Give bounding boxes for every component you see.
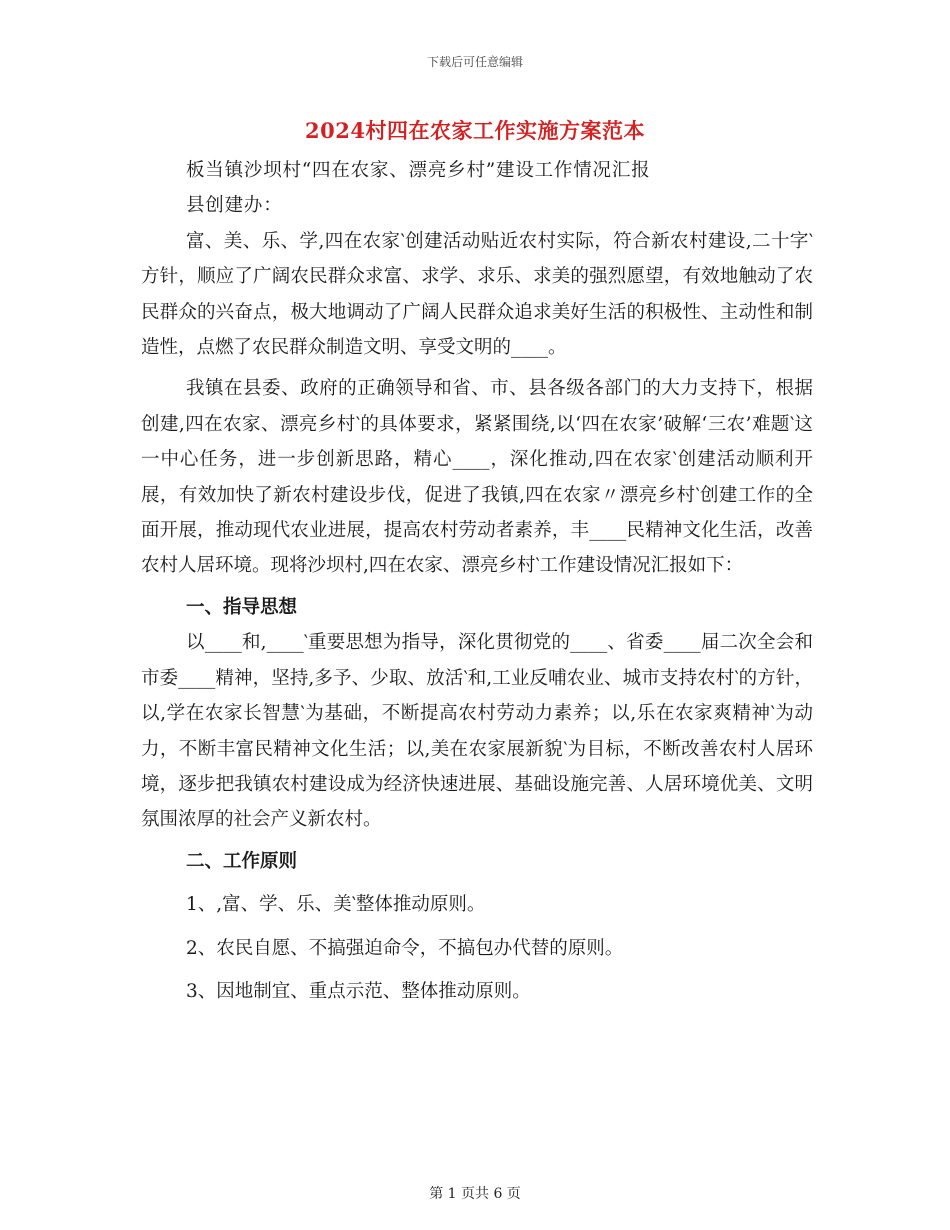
section-heading-guiding-thought: 一、指导思想 (186, 596, 298, 618)
page-header: 下载后可任意编辑 (426, 55, 523, 69)
principle-item: 3、因地制宜、重点示范、整体推动原则。 (186, 980, 531, 1002)
section-heading-work-principles: 二、工作原则 (186, 850, 298, 872)
paragraph-1: 富、美、乐、学,四在农家‵创建活动贴近农村实际，符合新农村建设,二十字‵方针，顺应了广阔农民群众求富、求学、求乐、求美的强烈愿望，有效地触动了农民群众的兴奋点，极大地调动了广阔人民群众追求美好生活的积极性、主动性和制造性，点燃了农民群众制造文明、享受文明的____。 (141, 230, 813, 359)
document-body (141, 153, 813, 1009)
principle-item: 2、农民自愿、不搞强迫命令，不搞包办代替的原则。 (186, 937, 624, 959)
report-subtitle: 板当镇沙坝村“四在农家、漂亮乡村”建设工作情况汇报 (186, 160, 651, 181)
principle-item: 1、,富、学、乐、美‵整体推动原则。 (186, 894, 486, 916)
page-footer: 第 1 页共 6 页 (429, 1186, 521, 1202)
paragraph-2: 我镇在县委、政府的正确领导和省、市、县各级各部门的大力支持下，根据创建,四在农家、漂亮乡村‵的具体要求，紧紧围绕,以‘四在农家’破解‘三农’难题‵这一中心任务，进一步创新思路，精心____，深化推动,四在农家‵创建活动顺利开展，有效加快了新农村建设步伐，促进了我镇,四在农家〃漂亮乡村‵创建工作的全面开展，推动现代农业进展，提高农村劳动者素养，丰____民精神文化生活，改善农村人居环境。现将沙坝村,四在农家、漂亮乡村‵工作建设情况汇报如下： (141, 378, 813, 577)
section-body-guiding-thought: 以____和,____‵重要思想为指导，深化贯彻党的____、省委____届二次全会和市委____精神，坚持,多予、少取、放活‵和,工业反哺农业、城市支持农村‵的方针，以,学在农家长智慧‵为基础，不断提高农村劳动力素养；以,乐在农家爽精神‵为动力，不断丰富民精神文化生活；以,美在农家展新貌‵为目标，不断改善农村人居环境，逐步把我镇农村建设成为经济快速进展、基础设施完善、人居环境优美、文明氛围浓厚的社会产义新农村。 (141, 632, 813, 831)
salutation: 县创建办： (186, 195, 283, 217)
document-title: 2024村四在农家工作实施方案范本 (305, 118, 645, 143)
